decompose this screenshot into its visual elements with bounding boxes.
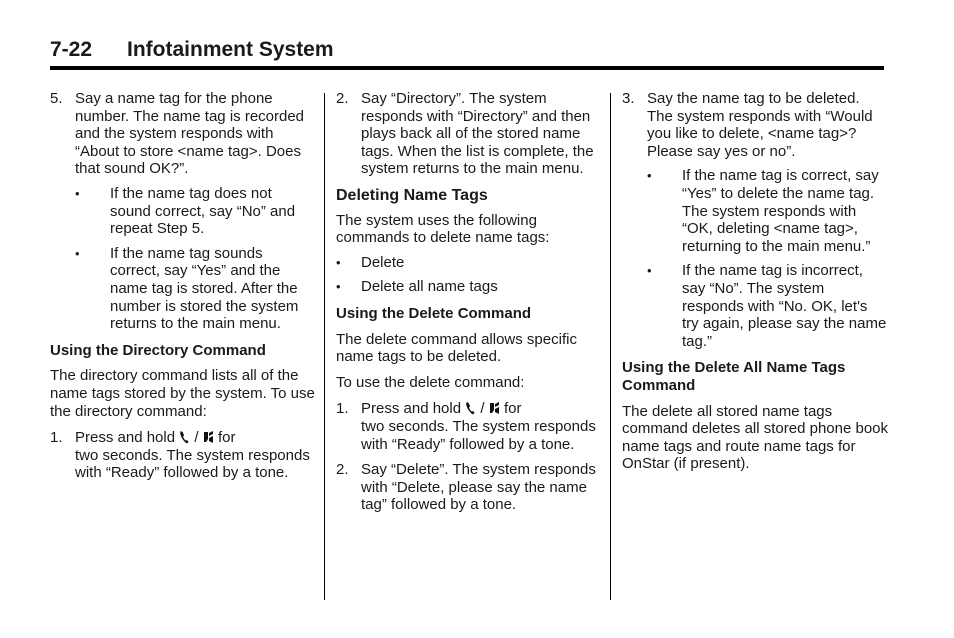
bullet-glyph: •	[75, 245, 80, 261]
bullet-text: If the name tag is correct, say “Yes” to delete the name tag. The system responds with “OK, deleting <name tag>, returning to the main menu.”	[682, 167, 879, 255]
slash: /	[194, 429, 199, 447]
step-text: Press and hold	[75, 429, 176, 447]
subheading: Using the Delete Command	[336, 304, 532, 322]
step-text: Say “Delete”. The system responds with “Delete, please say the name tag” followed by a tone.	[361, 461, 596, 514]
step-text: Say “Directory”. The system responds with “Directory” and then plays back all of the stored name tags. When the list is complete, the system returns to the main menu.	[361, 90, 594, 178]
step-item	[50, 90, 316, 178]
bullet-item	[622, 167, 888, 255]
step-number: 2.	[336, 461, 349, 479]
column-middle	[336, 90, 602, 514]
bullet-glyph: •	[336, 279, 341, 295]
bullet-item	[336, 254, 602, 272]
section-heading: Deleting Name Tags	[336, 186, 488, 204]
step-item	[336, 400, 602, 453]
step-number: 1.	[336, 400, 349, 418]
phone-icon	[465, 401, 476, 415]
step-item	[622, 90, 888, 160]
bullet-item	[50, 185, 316, 238]
step-text: Say a name tag for the phone number. The name tag is recorded and the system responds with “About to store <name tag>. Does that sound OK?”.	[75, 90, 305, 178]
column-divider	[324, 93, 325, 600]
paragraph: The system uses the following commands to delete name tags:	[336, 211, 550, 247]
phone-icon	[179, 430, 190, 444]
step-text: two seconds. The system responds with “Ready” followed by a tone.	[75, 446, 310, 482]
subheading: Using the Delete All Name Tags Command	[622, 359, 846, 394]
bullet-text: Delete	[361, 253, 405, 271]
bullet-glyph: •	[647, 263, 652, 279]
step-item	[50, 429, 316, 482]
step-text: two seconds. The system responds with “Ready” followed by a tone.	[361, 417, 596, 453]
column-left	[50, 90, 316, 482]
bullet-text: If the name tag is incorrect, say “No”. The system responds with “No. OK, let's try again, please say the name tag.”	[682, 262, 887, 350]
paragraph: The delete command allows specific name tags to be deleted.	[336, 330, 577, 366]
bullet-item	[336, 278, 602, 296]
paragraph: The delete all stored name tags command deletes all stored phone book name tags and route name tags for OnStar (if present).	[622, 402, 889, 473]
column-right	[622, 90, 888, 473]
bullet-glyph: •	[75, 185, 80, 201]
page-header	[50, 38, 884, 70]
step-item	[336, 90, 602, 178]
paragraph: The directory command lists all of the name tags stored by the system. To use the directory command:	[50, 367, 315, 420]
step-number: 2.	[336, 90, 349, 107]
step-text: for	[503, 400, 522, 418]
step-text: Press and hold	[361, 400, 462, 418]
step-item	[336, 461, 602, 514]
bullet-item	[50, 245, 316, 333]
bullet-item	[622, 262, 888, 350]
bullet-text: If the name tag does not sound correct, say “No” and repeat Step 5.	[110, 184, 296, 238]
bullet-glyph: •	[647, 168, 652, 184]
slash: /	[480, 400, 485, 418]
step-number: 5.	[50, 90, 63, 107]
bullet-glyph: •	[336, 254, 341, 270]
mute-icon	[203, 430, 214, 444]
step-text: for	[217, 429, 236, 447]
bullet-text: If the name tag sounds correct, say “Yes” and the name tag is stored. After the number is stored the system returns to the main menu.	[110, 244, 299, 333]
subheading: Using the Directory Command	[50, 341, 266, 359]
step-number: 3.	[622, 90, 635, 107]
bullet-text: Delete all name tags	[361, 278, 498, 296]
page-number: 7-22	[50, 38, 93, 61]
paragraph: To use the delete command:	[336, 373, 525, 391]
section-title: Infotainment System	[127, 38, 334, 61]
step-number: 1.	[50, 429, 63, 447]
mute-icon	[489, 401, 500, 415]
column-divider	[610, 93, 611, 600]
step-text: Say the name tag to be deleted. The system responds with “Would you like to delete, <name tag>? Please say yes or no”.	[647, 90, 873, 160]
